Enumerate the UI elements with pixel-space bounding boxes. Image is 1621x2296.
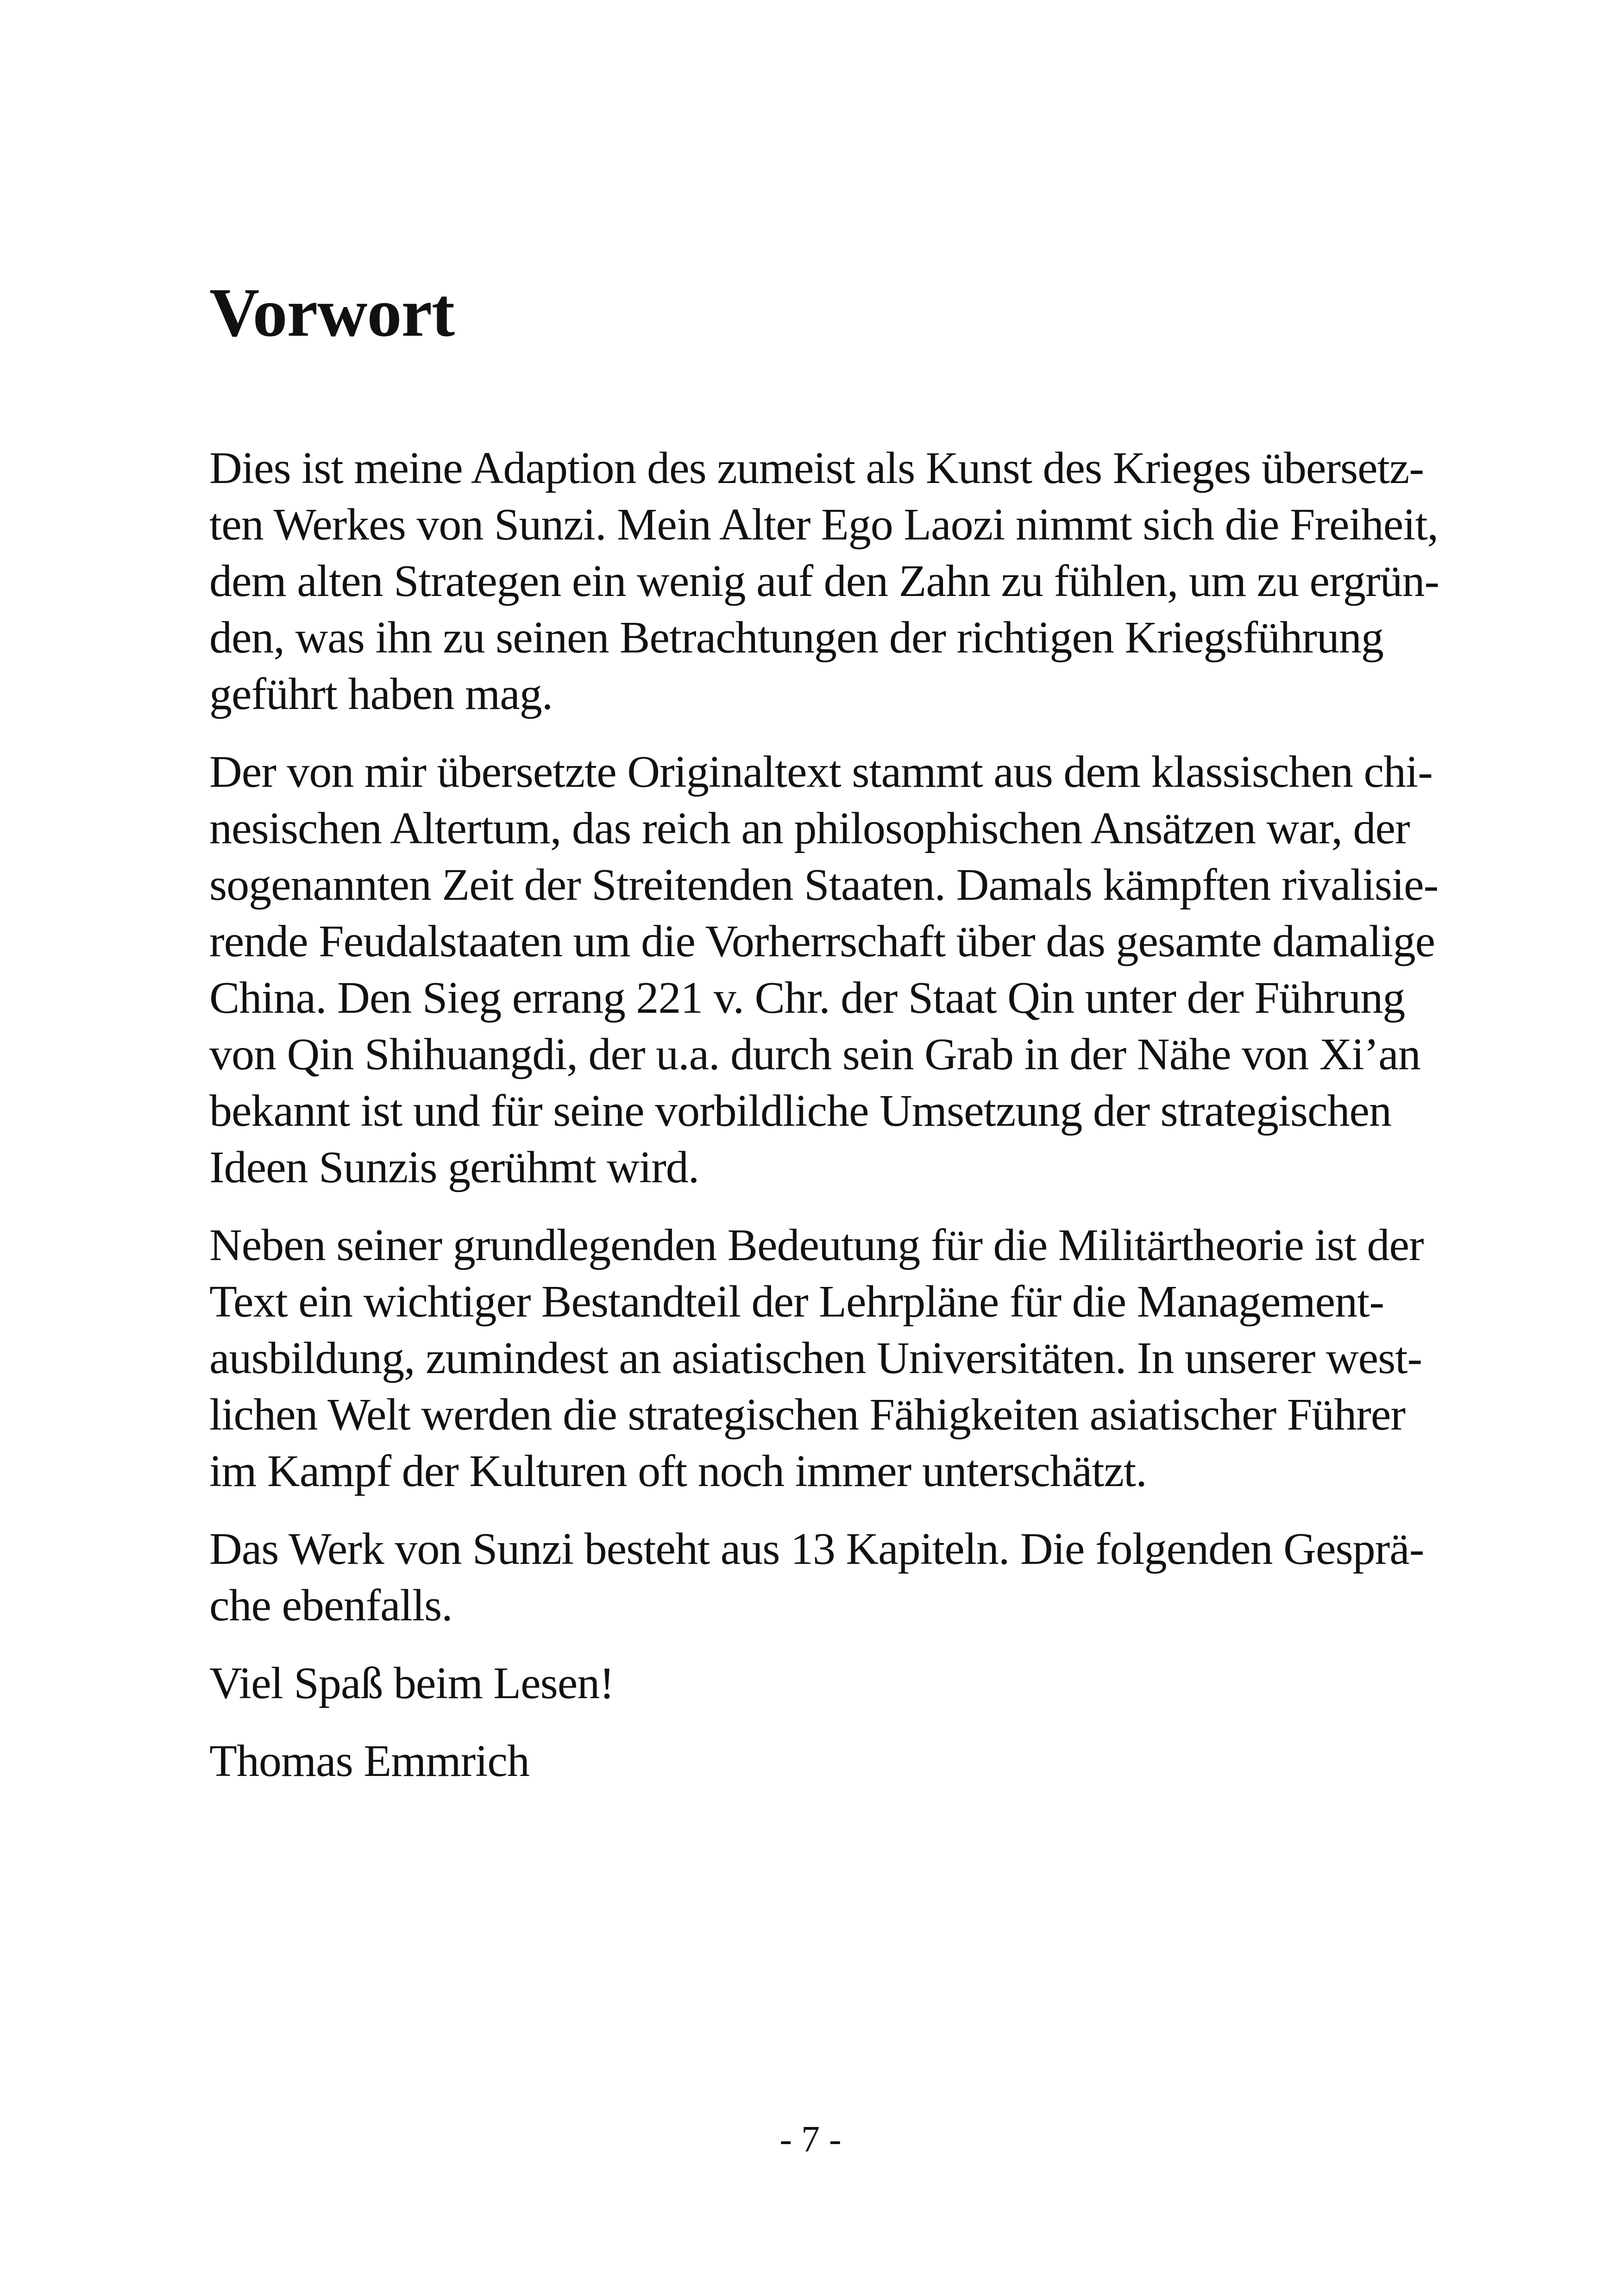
text-line: im Kampf der Kulturen oft noch immer unterschätzt. [209,1446,1147,1496]
text-line: Text ein wichtiger Bestandteil der Lehrpläne für die Management- [209,1277,1384,1327]
text-line: Das Werk von Sunzi besteht aus 13 Kapiteln. Die folgenden Gesprä- [209,1524,1424,1574]
page-number: - 7 - [779,2119,842,2160]
paragraph-intro [209,440,1439,722]
preface-body [209,440,1439,1811]
paragraph-history [209,744,1439,1196]
text-line: Der von mir übersetzte Originaltext stammt aus dem klassischen chi- [209,747,1433,797]
text-line: Viel Spaß beim Lesen! [209,1658,614,1708]
text-line: von Qin Shihuangdi, der u.a. durch sein Grab in der Nähe von Xi’an [209,1029,1420,1079]
text-line: bekannt ist und für seine vorbildliche Umsetzung der strategischen [209,1086,1392,1136]
text-line: ausbildung, zumindest an asiatischen Universitäten. In unserer west- [209,1333,1422,1383]
paragraph-chapters [209,1521,1424,1634]
paragraph-significance [209,1217,1424,1499]
text-line: China. Den Sieg errang 221 v. Chr. der Staat Qin unter der Führung [209,973,1405,1023]
text-line: dem alten Strategen ein wenig auf den Zahn zu fühlen, um zu ergrün- [209,556,1439,606]
text-line: lichen Welt werden die strategischen Fähigkeiten asiatischer Führer [209,1390,1406,1440]
text-line: geführt haben mag. [209,669,553,719]
text-line: ten Werkes von Sunzi. Mein Alter Ego Laozi nimmt sich die Freiheit, [209,500,1439,550]
author-name: Thomas Emmrich [209,1736,529,1786]
paragraph-signature [209,1733,1414,1789]
text-line: sogenannten Zeit der Streitenden Staaten. Damals kämpften rivalisie- [209,860,1439,910]
text-line: Neben seiner grundlegenden Bedeutung für die Militärtheorie ist der [209,1220,1424,1270]
text-line: che ebenfalls. [209,1581,452,1631]
text-line: den, was ihn zu seinen Betrachtungen der richtigen Kriegsführung [209,613,1383,663]
text-line: nesischen Altertum, das reich an philosophischen Ansätzen war, der [209,803,1410,853]
text-line: rende Feudalstaaten um die Vorherrschaft über das gesamte damalige [209,916,1435,966]
page-heading: Vorwort [209,274,454,351]
text-line: Dies ist meine Adaption des zumeist als Kunst des Krieges übersetz- [209,443,1424,493]
paragraph-closing [209,1655,1414,1712]
text-line: Ideen Sunzis gerühmt wird. [209,1142,699,1192]
